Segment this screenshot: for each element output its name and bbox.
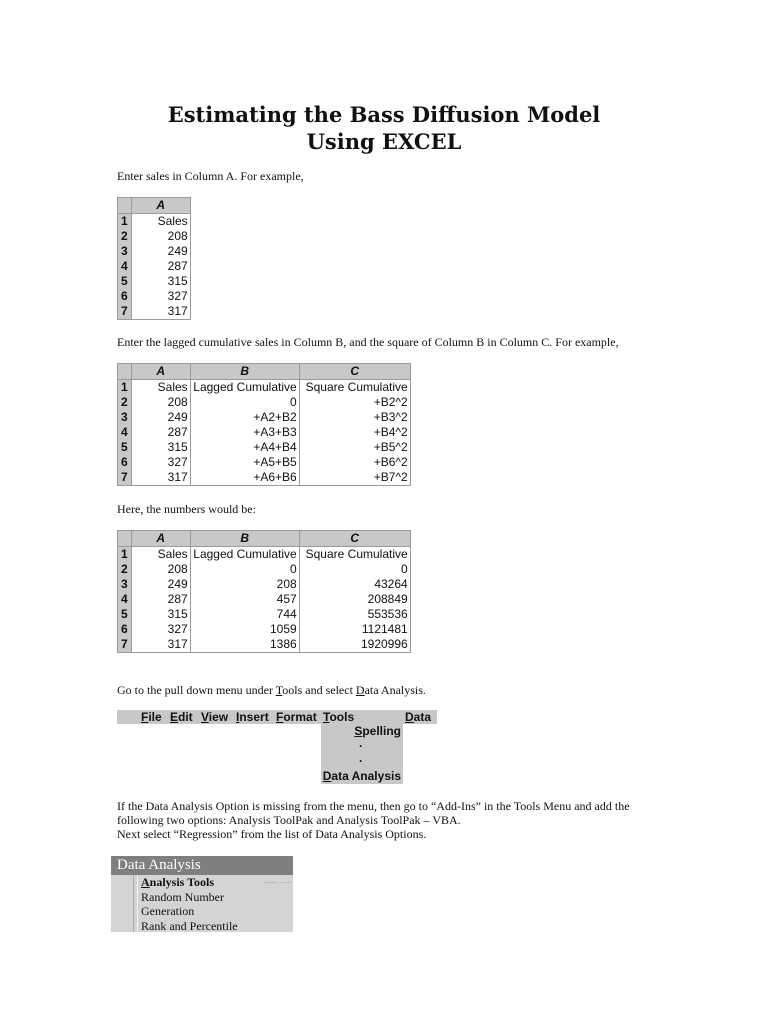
table-row: 2 208 [118, 229, 191, 244]
table-row: 6 327 1059 1121481 [118, 622, 411, 637]
table-row: 5 315 744 553536 [118, 607, 411, 622]
table-row: 3 249 208 43264 [118, 577, 411, 592]
menu-item-spelling[interactable]: Spelling [354, 724, 401, 738]
menu-insert[interactable]: Insert [236, 710, 269, 724]
menu-separator: · [359, 739, 363, 753]
instruction-addins: If the Data Analysis Option is missing from the menu, then go to “Add-Ins” in the Tools Menu and add the following two options: Analysis ToolPak and Analysis ToolPak – VBA. Next select “Regression” from the list of Data Analysis Options. [117, 799, 630, 841]
table-row: 2 208 0 0 [118, 562, 411, 577]
table-row: 4 287 457 208849 [118, 592, 411, 607]
list-divider [133, 875, 138, 932]
title-line-1: Estimating the Bass Diffusion Model [167, 102, 601, 127]
instruction-lagged: Enter the lagged cumulative sales in Column B, and the square of Column B in Column C. For example, [117, 335, 619, 349]
decorative-dash [263, 882, 277, 883]
table-row: 1 Sales Lagged Cumulative Square Cumulative [118, 547, 411, 563]
column-header-c: C [299, 531, 410, 547]
table-row: 1 Sales [118, 214, 191, 230]
menu-item-data-analysis[interactable]: Data Analysis [322, 769, 401, 783]
corner-cell [118, 198, 132, 214]
menu-separator: · [359, 754, 363, 768]
column-header-a: A [131, 364, 190, 380]
table-row: 5 315 [118, 274, 191, 289]
sales-table [117, 197, 191, 320]
table-row: 7 317 [118, 304, 191, 320]
table-row: 3 249 [118, 244, 191, 259]
table-row: 7 317 +A6+B6 +B7^2 [118, 470, 411, 486]
instruction-numbers: Here, the numbers would be: [117, 502, 256, 516]
corner-cell [118, 364, 132, 380]
dialog-title-bar: Data Analysis [111, 856, 293, 875]
table-row: 2 208 0 +B2^2 [118, 395, 411, 410]
table-row: 3 249 +A2+B2 +B3^2 [118, 410, 411, 425]
column-header-a: A [131, 531, 190, 547]
list-item[interactable]: Random Number [141, 889, 224, 904]
tools-dropdown [321, 724, 403, 784]
menu-view[interactable]: View [201, 710, 229, 724]
list-item[interactable]: Generation [141, 904, 195, 918]
menu-tools[interactable]: Tools [323, 710, 355, 724]
title-line-2: Using EXCEL [306, 129, 462, 154]
table-row: 4 287 +A3+B3 +B4^2 [118, 425, 411, 440]
column-header-b: B [190, 364, 299, 380]
column-header-b: B [190, 531, 299, 547]
menu-bar [117, 710, 437, 724]
corner-cell [118, 531, 132, 547]
values-table [117, 530, 411, 653]
instruction-sales: Enter sales in Column A. For example, [117, 169, 304, 183]
menu-format[interactable]: Format [276, 710, 317, 724]
formula-table [117, 363, 411, 486]
menu-file[interactable]: File [141, 710, 162, 724]
instruction-menu: Go to the pull down menu under Tools and select Data Analysis. [117, 683, 426, 697]
column-header-a: A [131, 198, 190, 214]
table-row: 4 287 [118, 259, 191, 274]
table-row: 5 315 +A4+B4 +B5^2 [118, 440, 411, 455]
menu-data[interactable]: Data [405, 710, 432, 724]
analysis-tools-heading: Analysis Tools [141, 875, 215, 889]
menu-edit[interactable]: Edit [170, 710, 193, 724]
document-title [0, 101, 768, 155]
decorative-dash [281, 882, 291, 883]
table-row: 7 317 1386 1920996 [118, 637, 411, 653]
table-row: 6 327 [118, 289, 191, 304]
analysis-tools-list [111, 875, 293, 932]
column-header-c: C [299, 364, 410, 380]
list-item[interactable]: Rank and Percentile [141, 918, 238, 933]
table-row: 6 327 +A5+B5 +B6^2 [118, 455, 411, 470]
table-row: 1 Sales Lagged Cumulative Square Cumulative [118, 380, 411, 396]
